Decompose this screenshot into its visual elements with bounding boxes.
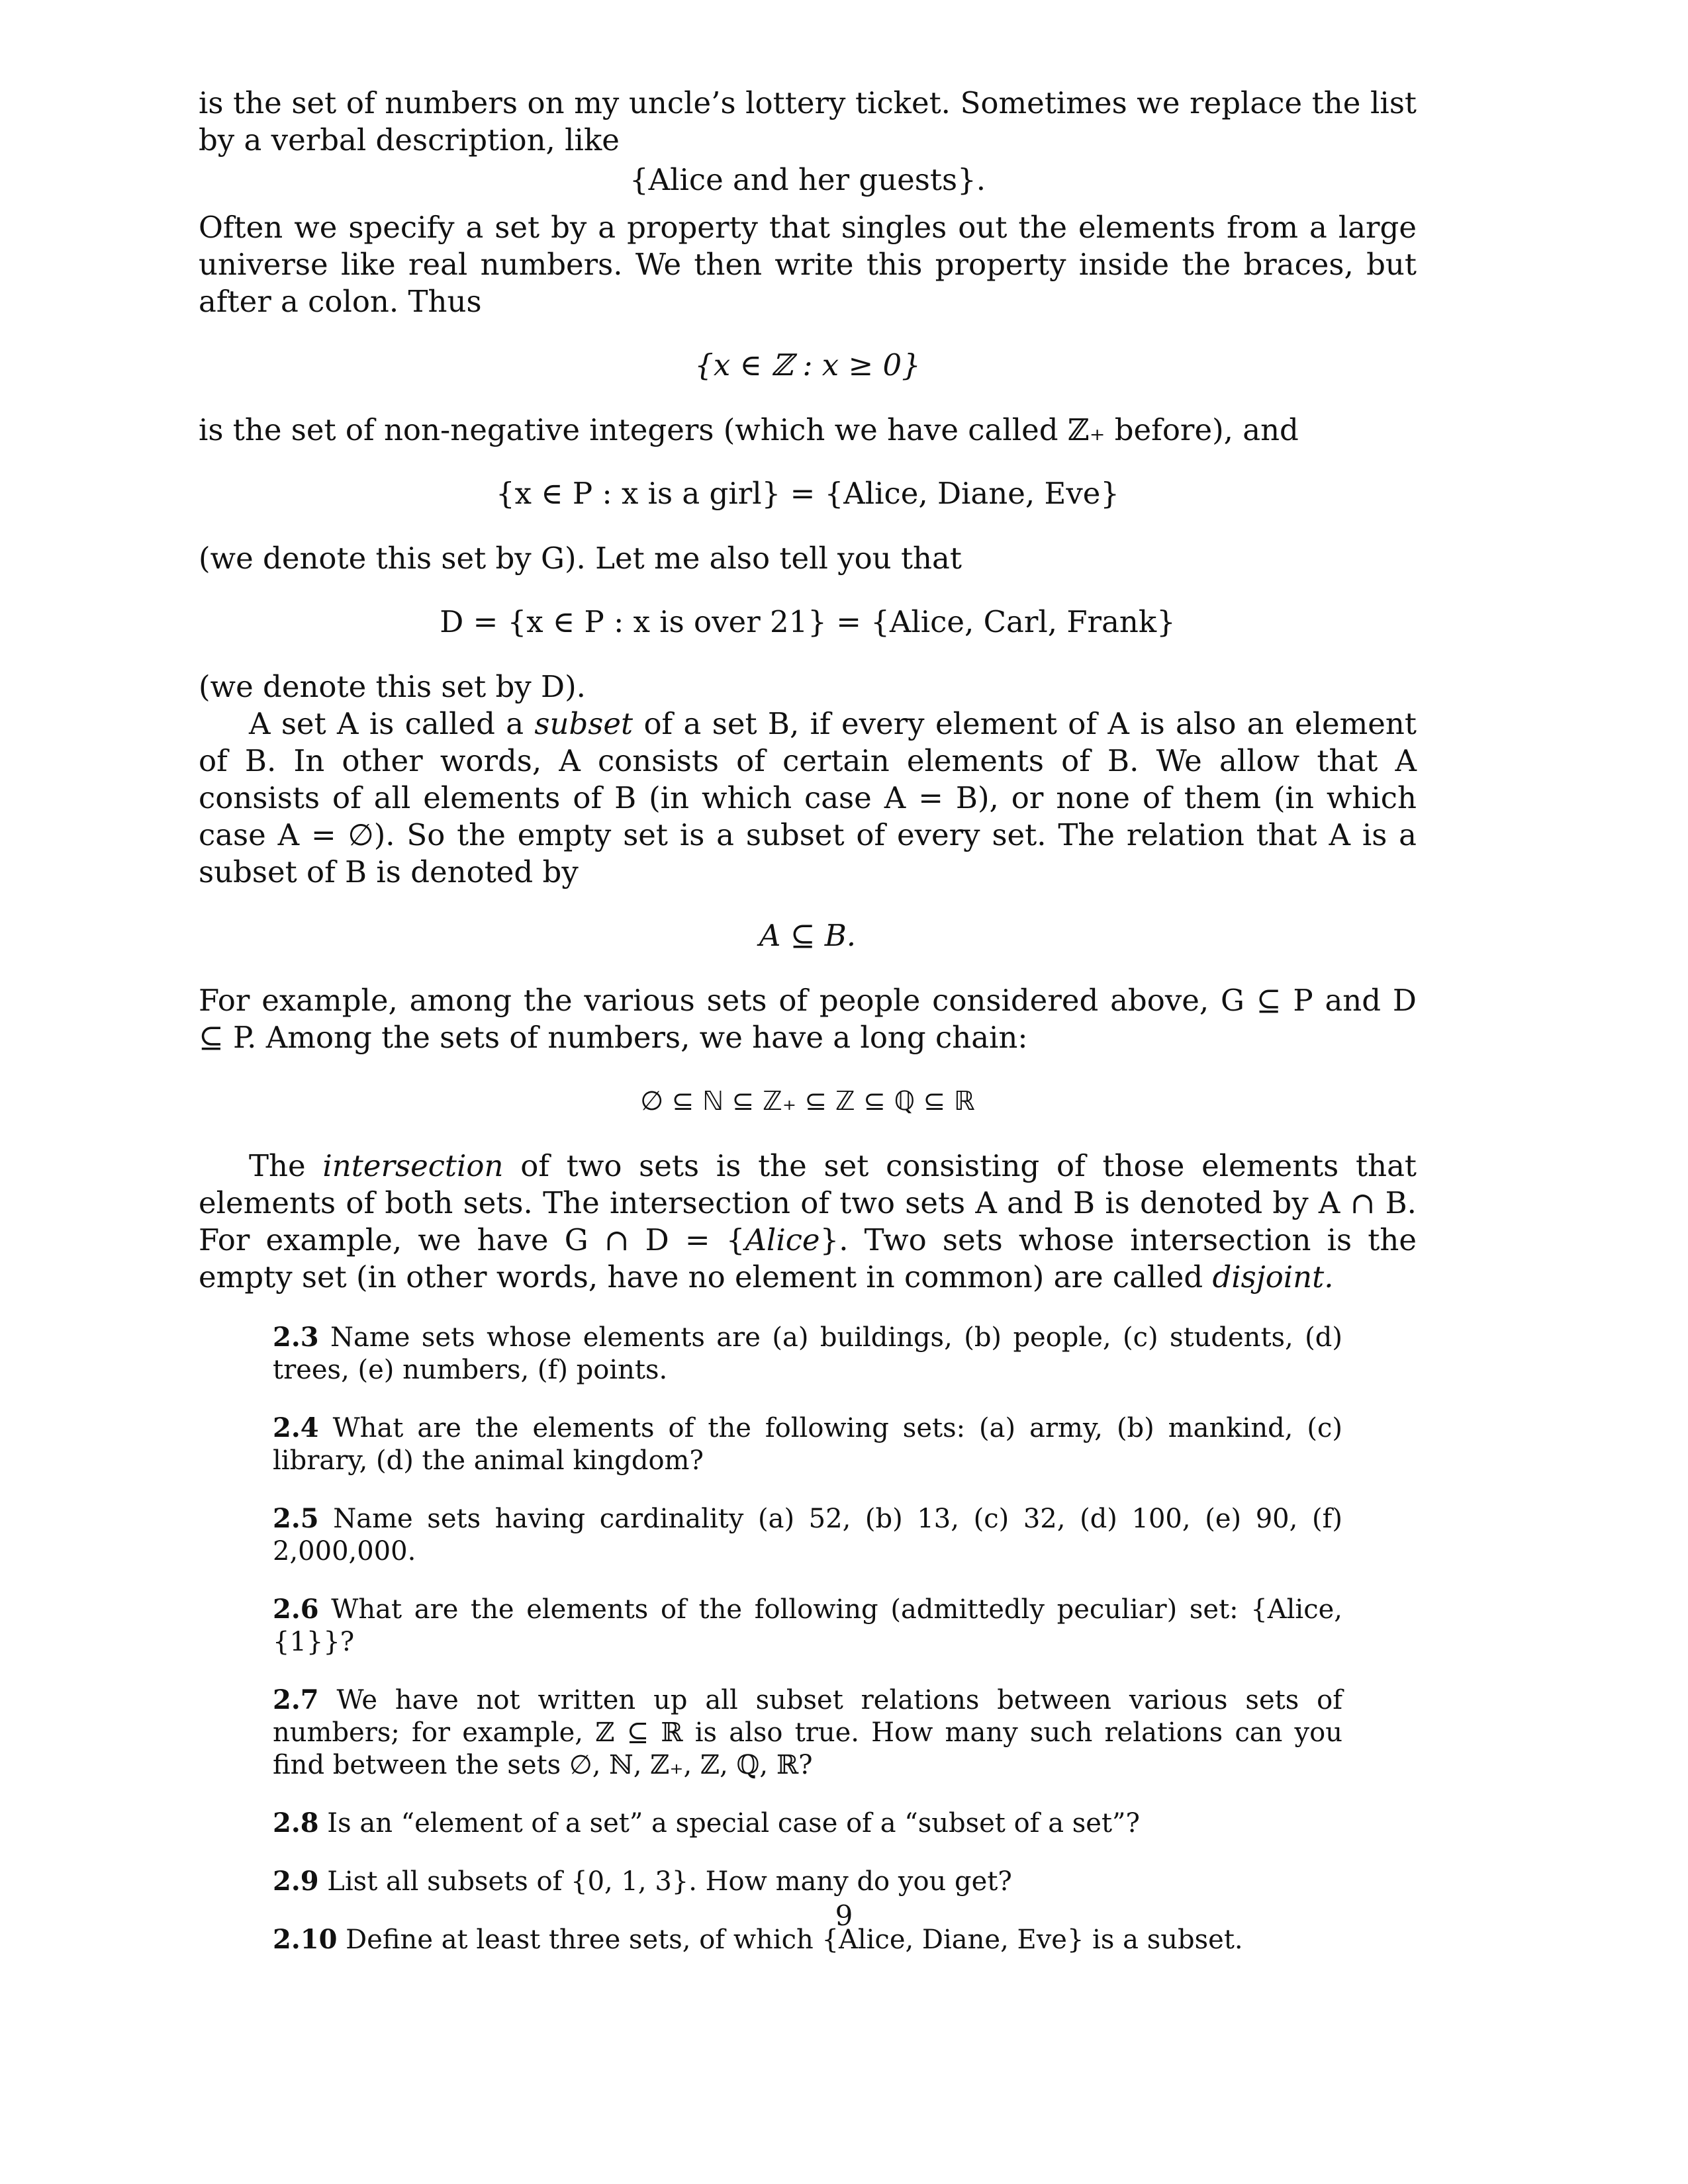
exercise-item bbox=[273, 1684, 1342, 1782]
exercise-text: We have not written up all subset relations between various sets of numbers; for example, ℤ ⊆ ℝ is also true. How many such relations can you find between the sets ∅, ℕ, ℤ₊, ℤ, ℚ, ℝ? bbox=[273, 1685, 1342, 1780]
term-intersection: intersection bbox=[322, 1148, 504, 1183]
paragraph-denote-g: (we denote this set by G). Let me also tell you that bbox=[199, 541, 962, 576]
exercise-number: 2.6 bbox=[273, 1594, 319, 1625]
equation-over21: D = {x ∈ P : x is over 21} = {Alice, Carl, Frank} bbox=[440, 604, 1176, 639]
exercise-text: Is an “element of a set” a special case of a “subset of a set”? bbox=[318, 1808, 1140, 1839]
paragraph-property: Often we specify a set by a property that singles out the elements from a large universe like real numbers. We then write this property inside the braces, but after a colon. Thus bbox=[199, 210, 1417, 319]
exercise-number: 2.8 bbox=[273, 1807, 319, 1839]
exercise-number: 2.10 bbox=[273, 1924, 338, 1955]
exercise-item bbox=[273, 1807, 1342, 1840]
paragraph-intersection bbox=[199, 1148, 1417, 1296]
term-disjoint: disjoint. bbox=[1212, 1259, 1334, 1295]
intersection-text-mid: of two sets is the set consisting of those elements that elements of both sets. The intersection of two sets A and B is denoted by A ∩ B. For example, we have G ∩ D = { bbox=[199, 1148, 1417, 1257]
exercise-number: 2.3 bbox=[273, 1322, 319, 1353]
exercise-number: 2.4 bbox=[273, 1412, 319, 1443]
equation-guests: {Alice and her guests}. bbox=[629, 162, 986, 197]
exercise-item bbox=[273, 1865, 1342, 1898]
exercise-text: Name sets whose elements are (a) buildings, (b) people, (c) students, (d) trees, (e) numbers, (f) points. bbox=[273, 1322, 1342, 1385]
exercise-text: Define at least three sets, of which {Alice, Diane, Eve} is a subset. bbox=[337, 1925, 1243, 1955]
exercise-list bbox=[273, 1321, 1342, 1956]
subset-text-pre: A set A is called a bbox=[249, 706, 535, 741]
exercise-number: 2.7 bbox=[273, 1684, 319, 1715]
equation-girls: {x ∈ P : x is a girl} = {Alice, Diane, Eve} bbox=[495, 476, 1120, 511]
paragraph-denote-d: (we denote this set by D). bbox=[199, 669, 586, 704]
exercise-text: Name sets having cardinality (a) 52, (b) 13, (c) 32, (d) 100, (e) 90, (f) 2,000,000. bbox=[273, 1504, 1342, 1567]
paragraph-nonnegative: is the set of non-negative integers (which we have called ℤ₊ before), and bbox=[199, 412, 1299, 447]
exercise-item bbox=[273, 1502, 1342, 1568]
subset-text-post: of a set B, if every element of A is also an element of B. In other words, A consists of certain elements of B. We allow that A consists of all elements of B (in which case A = B), or none of them (in which case A = ∅). So the empty set is a subset of every set. The relation that A is a subset of B is denoted by bbox=[199, 706, 1417, 889]
paragraph-example-chain: For example, among the various sets of people considered above, G ⊆ P and D ⊆ P. Among the sets of numbers, we have a long chain: bbox=[199, 983, 1417, 1055]
exercise-text: What are the elements of the following sets: (a) army, (b) mankind, (c) library, (d) the animal kingdom? bbox=[273, 1413, 1342, 1476]
exercise-item bbox=[273, 1321, 1342, 1387]
equation-number-chain: ∅ ⊆ ℕ ⊆ ℤ₊ ⊆ ℤ ⊆ ℚ ⊆ ℝ bbox=[640, 1086, 975, 1116]
term-alice: Alice bbox=[745, 1222, 820, 1257]
equation-nonnegative: {x ∈ ℤ : x ≥ 0} bbox=[694, 347, 921, 383]
page-body bbox=[199, 85, 1417, 1981]
term-subset: subset bbox=[534, 706, 633, 741]
equation-subset: A ⊆ B. bbox=[759, 918, 857, 953]
paragraph-subset-definition bbox=[199, 705, 1417, 891]
exercise-number: 2.9 bbox=[273, 1866, 319, 1897]
paragraph-lottery: is the set of numbers on my uncle’s lottery ticket. Sometimes we replace the list by a verbal description, like bbox=[199, 85, 1417, 158]
exercise-item bbox=[273, 1412, 1342, 1477]
exercise-text: List all subsets of {0, 1, 3}. How many do you get? bbox=[318, 1866, 1012, 1897]
page-number: 9 bbox=[835, 1899, 853, 1932]
exercise-item bbox=[273, 1593, 1342, 1659]
intersection-text-post: }. Two sets whose intersection is the empty set (in other words, have no element in common) are called bbox=[199, 1222, 1417, 1295]
intersection-text-pre: The bbox=[249, 1148, 323, 1183]
exercise-number: 2.5 bbox=[273, 1503, 319, 1534]
exercise-text: What are the elements of the following (admittedly peculiar) set: {Alice, {1}}? bbox=[273, 1594, 1342, 1657]
